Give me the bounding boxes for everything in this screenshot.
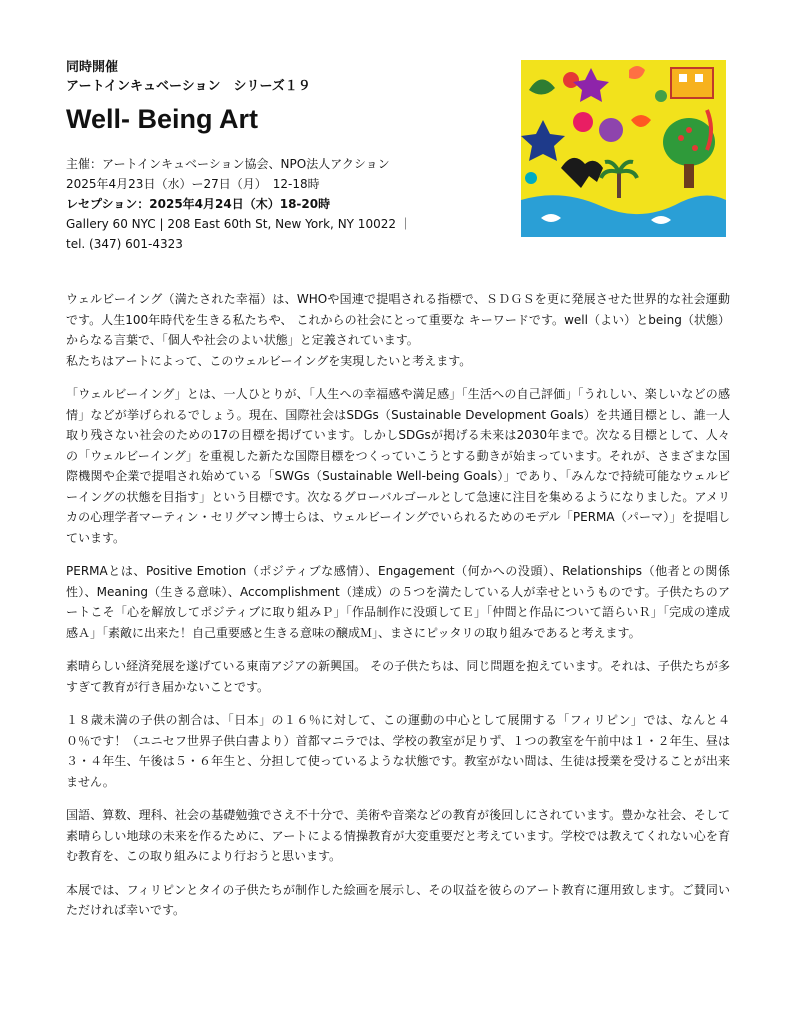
paragraph-3: PERMAとは、Positive Emotion（ポジティブな感情）、Engagement（何かへの没頭）、Relationships（他者との関係性）、Meaning（生きる意味）、Accomplishment（達成）の５つを満たしている人が幸せというものです。子供たちのアートこそ「心を解放してポジティブに取り組みＰ」「作品制作に没頭してＥ」「仲間と作品について語らいＲ」「完成の達成感Ａ」「素敵に出来た！自己重要感と生きる意味の醸成Ｍ」、まさにピッタリの取り組みであると考えます。 [66, 564, 730, 640]
series-label: アートインキュベーション シリーズ１９ [66, 79, 311, 94]
dates-text: 2025年4月23日（水）ー27日（月） 12-18時 [66, 177, 320, 191]
paragraph-5: １８歳未満の子供の割合は、「日本」の１６％に対して、この運動の中心として展開する「フィリピン」では、なんと４０％です！（ユニセフ世界子供白書より）首都マニラでは、学校の教室が足りず、１つの教室を午前中は１・２年生、昼は３・４年生、午後は５・６年生と、分担して使っているような状態です。教室がない間は、生徒は授業を受けることが出来ません。 [66, 713, 730, 789]
organizer-text: 主催：アートインキュベーション協会、NPO法人アクション [66, 157, 390, 171]
children-painting-image [521, 60, 726, 237]
event-info [66, 154, 506, 254]
tel-text: tel. (347) 601-4323 [66, 237, 183, 251]
page-title: Well- Being Art [66, 104, 259, 134]
header [66, 58, 506, 254]
co-event-label: 同時開催 [66, 60, 119, 75]
reception-text: レセプション：2025年4月24日（木）18-20時 [66, 197, 331, 211]
body-text [66, 289, 730, 934]
venue-text: Gallery 60 NYC | 208 East 60th St, New York, NY 10022 ｜ [66, 217, 412, 231]
paragraph-4: 素晴らしい経済発展を遂げている東南アジアの新興国。 その子供たちは、同じ問題を抱えています。それは、子供たちが多すぎて教育が行き届かないことです。 [66, 659, 730, 694]
paragraph-1: ウェルビーイング（満たされた幸福）は、WHOや国連で提唱される指標で、ＳＤＧＳを更に発展させた世界的な社会運動です。人生100年時代を生きる私たちや、 これからの社会にとって重要な キーワードです。well（よい）とbeing（状態）からなる言葉で、「個人や社会のよい状態」と定義されています。 私たちはアートによって、このウェルビーイングを実現したいと考えます。 [66, 292, 730, 368]
paragraph-7: 本展では、フィリピンとタイの子供たちが制作した絵画を展示し、その収益を彼らのアート教育に運用致します。ご賛同いただければ幸いです。 [66, 882, 730, 917]
paragraph-6: 国語、算数、理科、社会の基礎勉強でさえ不十分で、美術や音楽などの教育が後回しにされています。豊かな社会、そして素晴らしい地球の未来を作るために、アートによる情操教育が大変重要だと考えています。学校では教えてくれない心を育む教育を、この取り組みにより行おうと思います。 [66, 808, 730, 863]
paragraph-2: 「ウェルビーイング」とは、一人ひとりが、「人生への幸福感や満足感」「生活への自己評価」「うれしい、楽しいなどの感情」などが挙げられるでしょう。現在、国際社会はSDGs（Sustainable Development Goals）を共通目標とし、誰一人取り残さない社会のための17の目標を掲げています。しかしSDGsが掲げる未来は2030年まで。次なる目標として、人々の「ウェルビーイング」を重視した新たな国際目標をつくっていこうとする動きが始まっています。それが、さまざまな国際機関や企業で提唱され始めている「SWGs（Sustainable Well-being Goals）」であり、「みんなで持続可能なウェルビーイングの状態を目指す」という目標です。次なるグローバルゴールとして急速に注目を集めるようになりました。アメリカの心理学者マーティン・セリグマン博士らは、ウェルビーイングでいられるためのモデル「PERMA（パーマ）」を提唱しています。 [66, 387, 730, 545]
